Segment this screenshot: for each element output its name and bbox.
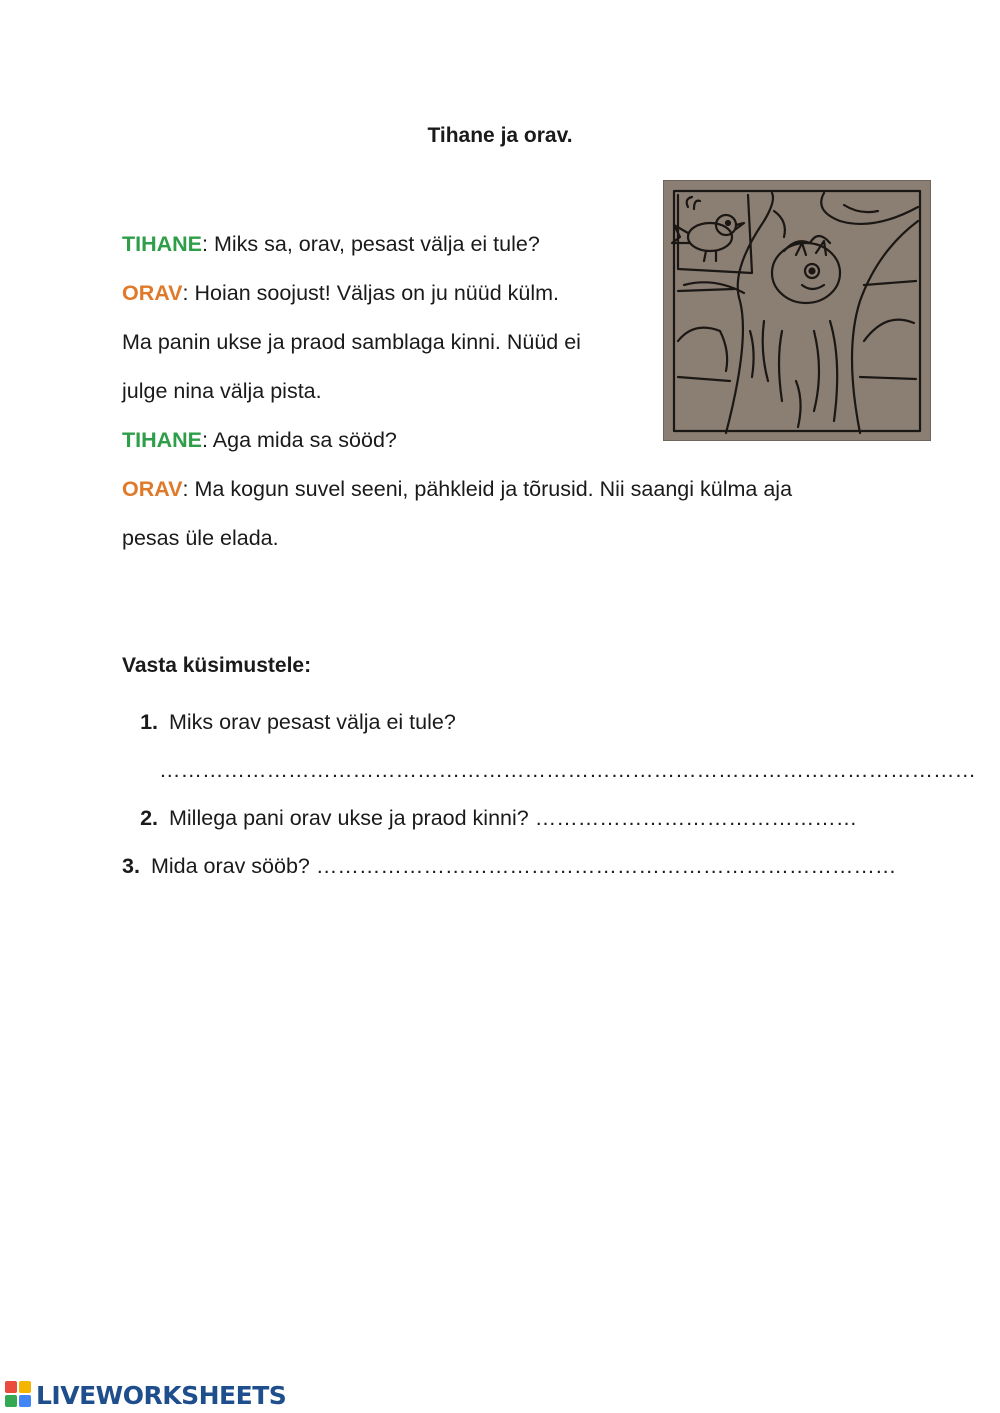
question-item bbox=[122, 842, 897, 890]
question-text: Miks orav pesast välja ei tule? bbox=[169, 710, 456, 734]
speaker-tihane: TIHANE bbox=[122, 428, 203, 452]
question-text: Millega pani orav ukse ja praod kinni? ……………………………………… bbox=[169, 806, 858, 830]
illustration-drawing bbox=[664, 181, 930, 440]
dialog-line bbox=[122, 514, 902, 563]
question-item bbox=[122, 698, 882, 746]
speaker-orav: ORAV bbox=[122, 281, 183, 305]
dialog-line bbox=[122, 465, 902, 514]
liveworksheets-logo-icon bbox=[4, 1380, 34, 1410]
questions-heading: Vasta küsimustele: bbox=[122, 654, 312, 677]
speaker-orav: ORAV bbox=[122, 477, 183, 501]
dialog-text: pesas üle elada. bbox=[122, 526, 279, 550]
question-item bbox=[122, 794, 882, 842]
dialog-text: : Miks sa, orav, pesast välja ei tule? bbox=[202, 232, 540, 256]
liveworksheets-logo[interactable] bbox=[4, 1380, 286, 1410]
dialog-text: : Hoian soojust! Väljas on ju nüüd külm. bbox=[182, 281, 559, 305]
dialog-text: Ma panin ukse ja praod samblaga kinni. Nüüd ei bbox=[122, 330, 581, 354]
page-title: Tihane ja orav. bbox=[427, 124, 573, 147]
speaker-tihane: TIHANE bbox=[122, 232, 203, 256]
answer-line[interactable]: …………………………………………………………………………………………………… bbox=[159, 758, 976, 782]
dialog-text: : Aga mida sa sööd? bbox=[202, 428, 397, 452]
question-text: Mida orav sööb? ……………………………………………………………………… bbox=[150, 854, 897, 878]
question-number: 2. bbox=[140, 806, 158, 830]
logo-text: LIVEWORKSHEETS bbox=[36, 1380, 287, 1410]
question-number: 1. bbox=[140, 710, 158, 734]
question-number: 3. bbox=[122, 854, 140, 878]
tit-and-squirrel-illustration bbox=[663, 180, 931, 441]
questions-section bbox=[122, 650, 976, 890]
dialog-text: : Ma kogun suvel seeni, pähkleid ja tõrusid. Nii saangi külma aja bbox=[182, 477, 793, 501]
dialog-text: julge nina välja pista. bbox=[122, 379, 322, 403]
